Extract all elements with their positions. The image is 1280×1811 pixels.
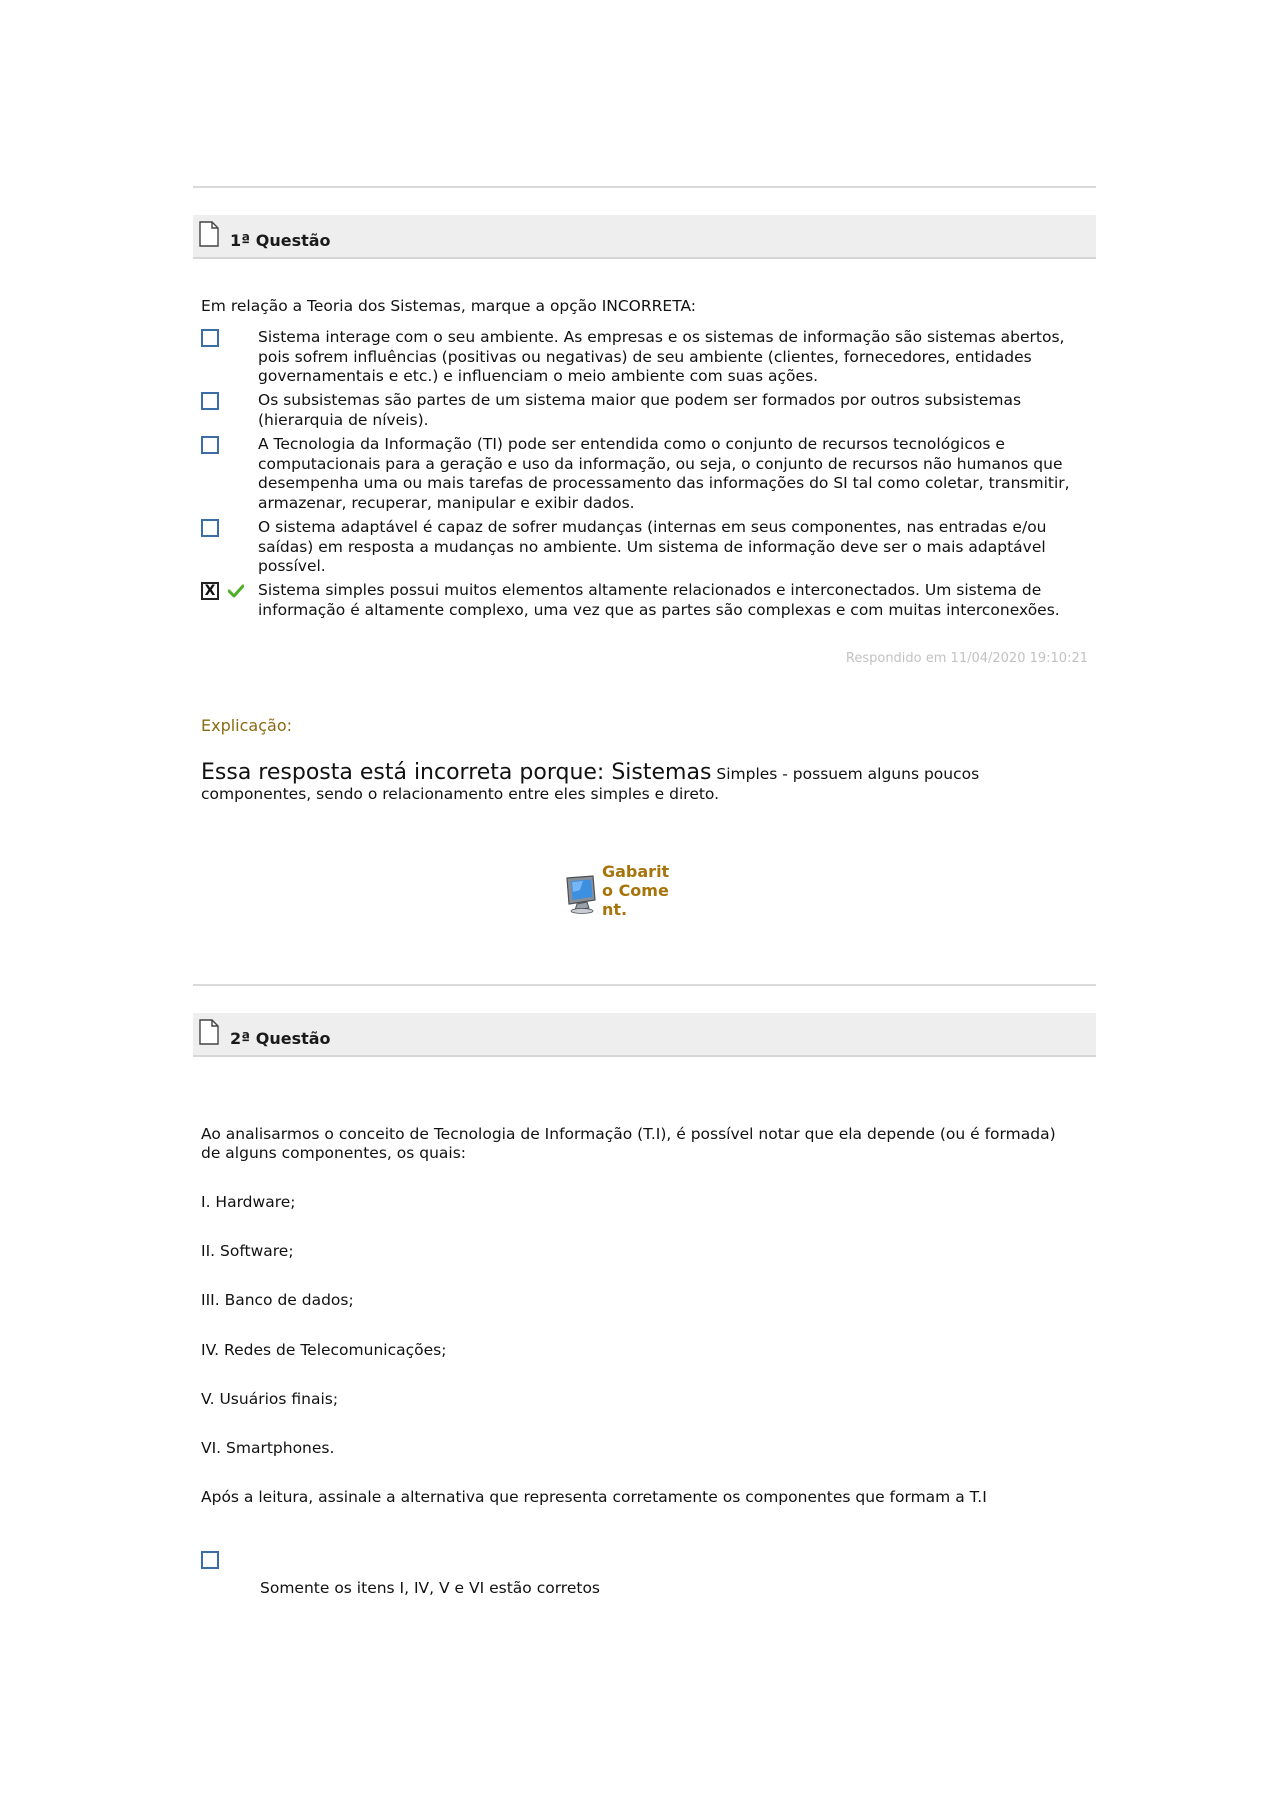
option-checkbox[interactable] <box>201 329 219 347</box>
gabarito-label[interactable]: Gabarito Coment. <box>602 862 670 919</box>
question-2-header <box>193 1013 1096 1057</box>
item-4: IV. Redes de Telecomunicações; <box>201 1341 447 1359</box>
question-2-instruction: Após a leitura, assinale a alternativa que representa corretamente os componentes que formam a T.I <box>201 1488 987 1506</box>
option-text: Somente os itens I, IV, V e VI estão corretos <box>260 1579 601 1597</box>
option-checkbox[interactable] <box>201 436 219 454</box>
option-text: O sistema adaptável é capaz de sofrer mudanças (internas em seus componentes, nas entradas e/ou saídas) em resposta a mudanças no ambiente. Um sistema de informação deve ser o mais adaptável possível. <box>258 518 1047 575</box>
option-text: Os subsistemas são partes de um sistema maior que podem ser formados por outros subsistemas (hierarquia de níveis). <box>258 391 1022 429</box>
option-text: A Tecnologia da Informação (TI) pode ser entendida como o conjunto de recursos tecnológicos e computacionais para a geração e uso da informação, ou seja, o conjunto de recursos não humanos que desempenha uma ou mais tarefas de processamento das informações do SI tal como coletar, transmitir, armazenar, recuperar, manipular e exibir dados. <box>258 435 1070 512</box>
divider <box>193 984 1096 986</box>
item-1: I. Hardware; <box>201 1193 296 1211</box>
question-2-prompt: Ao analisarmos o conceito de Tecnologia de Informação (T.I), é possível notar que ela depende (ou é formada) de alguns componentes, os quais: <box>201 1125 1056 1162</box>
option-text: Sistema interage com o seu ambiente. As empresas e os sistemas de informação são sistemas abertos, pois sofrem influências (positivas ou negativas) de seu ambiente (clientes, fornecedores, entidades governamentais e etc.) e influenciam o meio ambiente com suas ações. <box>258 328 1065 385</box>
document-icon <box>199 1019 219 1045</box>
explanation-text <box>201 760 1086 804</box>
explanation-detail: Simples - possuem alguns poucos componentes, sendo o relacionamento entre eles simples e direto. <box>201 765 980 803</box>
document-icon <box>199 221 219 247</box>
explanation-lead: Essa resposta está incorreta porque: Sistemas <box>201 760 712 785</box>
option-text: Sistema simples possui muitos elementos altamente relacionados e interconectados. Um sistema de informação é altamente complexo, uma vez que as partes são complexas e com muitas interconexões. <box>258 581 1060 619</box>
question-1-title: 1ª Questão <box>230 231 331 250</box>
gabarito-comentado-link[interactable] <box>563 862 703 922</box>
explanation-label: Explicação: <box>201 716 293 735</box>
correct-check-icon <box>228 584 244 598</box>
question-1-prompt: Em relação a Teoria dos Sistemas, marque a opção INCORRETA: <box>201 297 697 315</box>
option-1[interactable] <box>201 1550 1096 1600</box>
divider <box>193 186 1096 188</box>
option-checkbox-checked[interactable] <box>201 582 219 600</box>
question-2-title: 2ª Questão <box>230 1029 331 1048</box>
option-checkbox[interactable] <box>201 392 219 410</box>
item-2: II. Software; <box>201 1242 294 1260</box>
item-6: VI. Smartphones. <box>201 1439 335 1457</box>
computer-monitor-icon <box>563 874 599 914</box>
answered-timestamp: Respondido em 11/04/2020 19:10:21 <box>845 651 1088 666</box>
option-checkbox[interactable] <box>201 519 219 537</box>
option-checkbox[interactable] <box>201 1551 219 1569</box>
question-1-header <box>193 215 1096 259</box>
item-5: V. Usuários finais; <box>201 1390 339 1408</box>
item-3: III. Banco de dados; <box>201 1291 354 1309</box>
selected-mark: X <box>204 583 216 599</box>
